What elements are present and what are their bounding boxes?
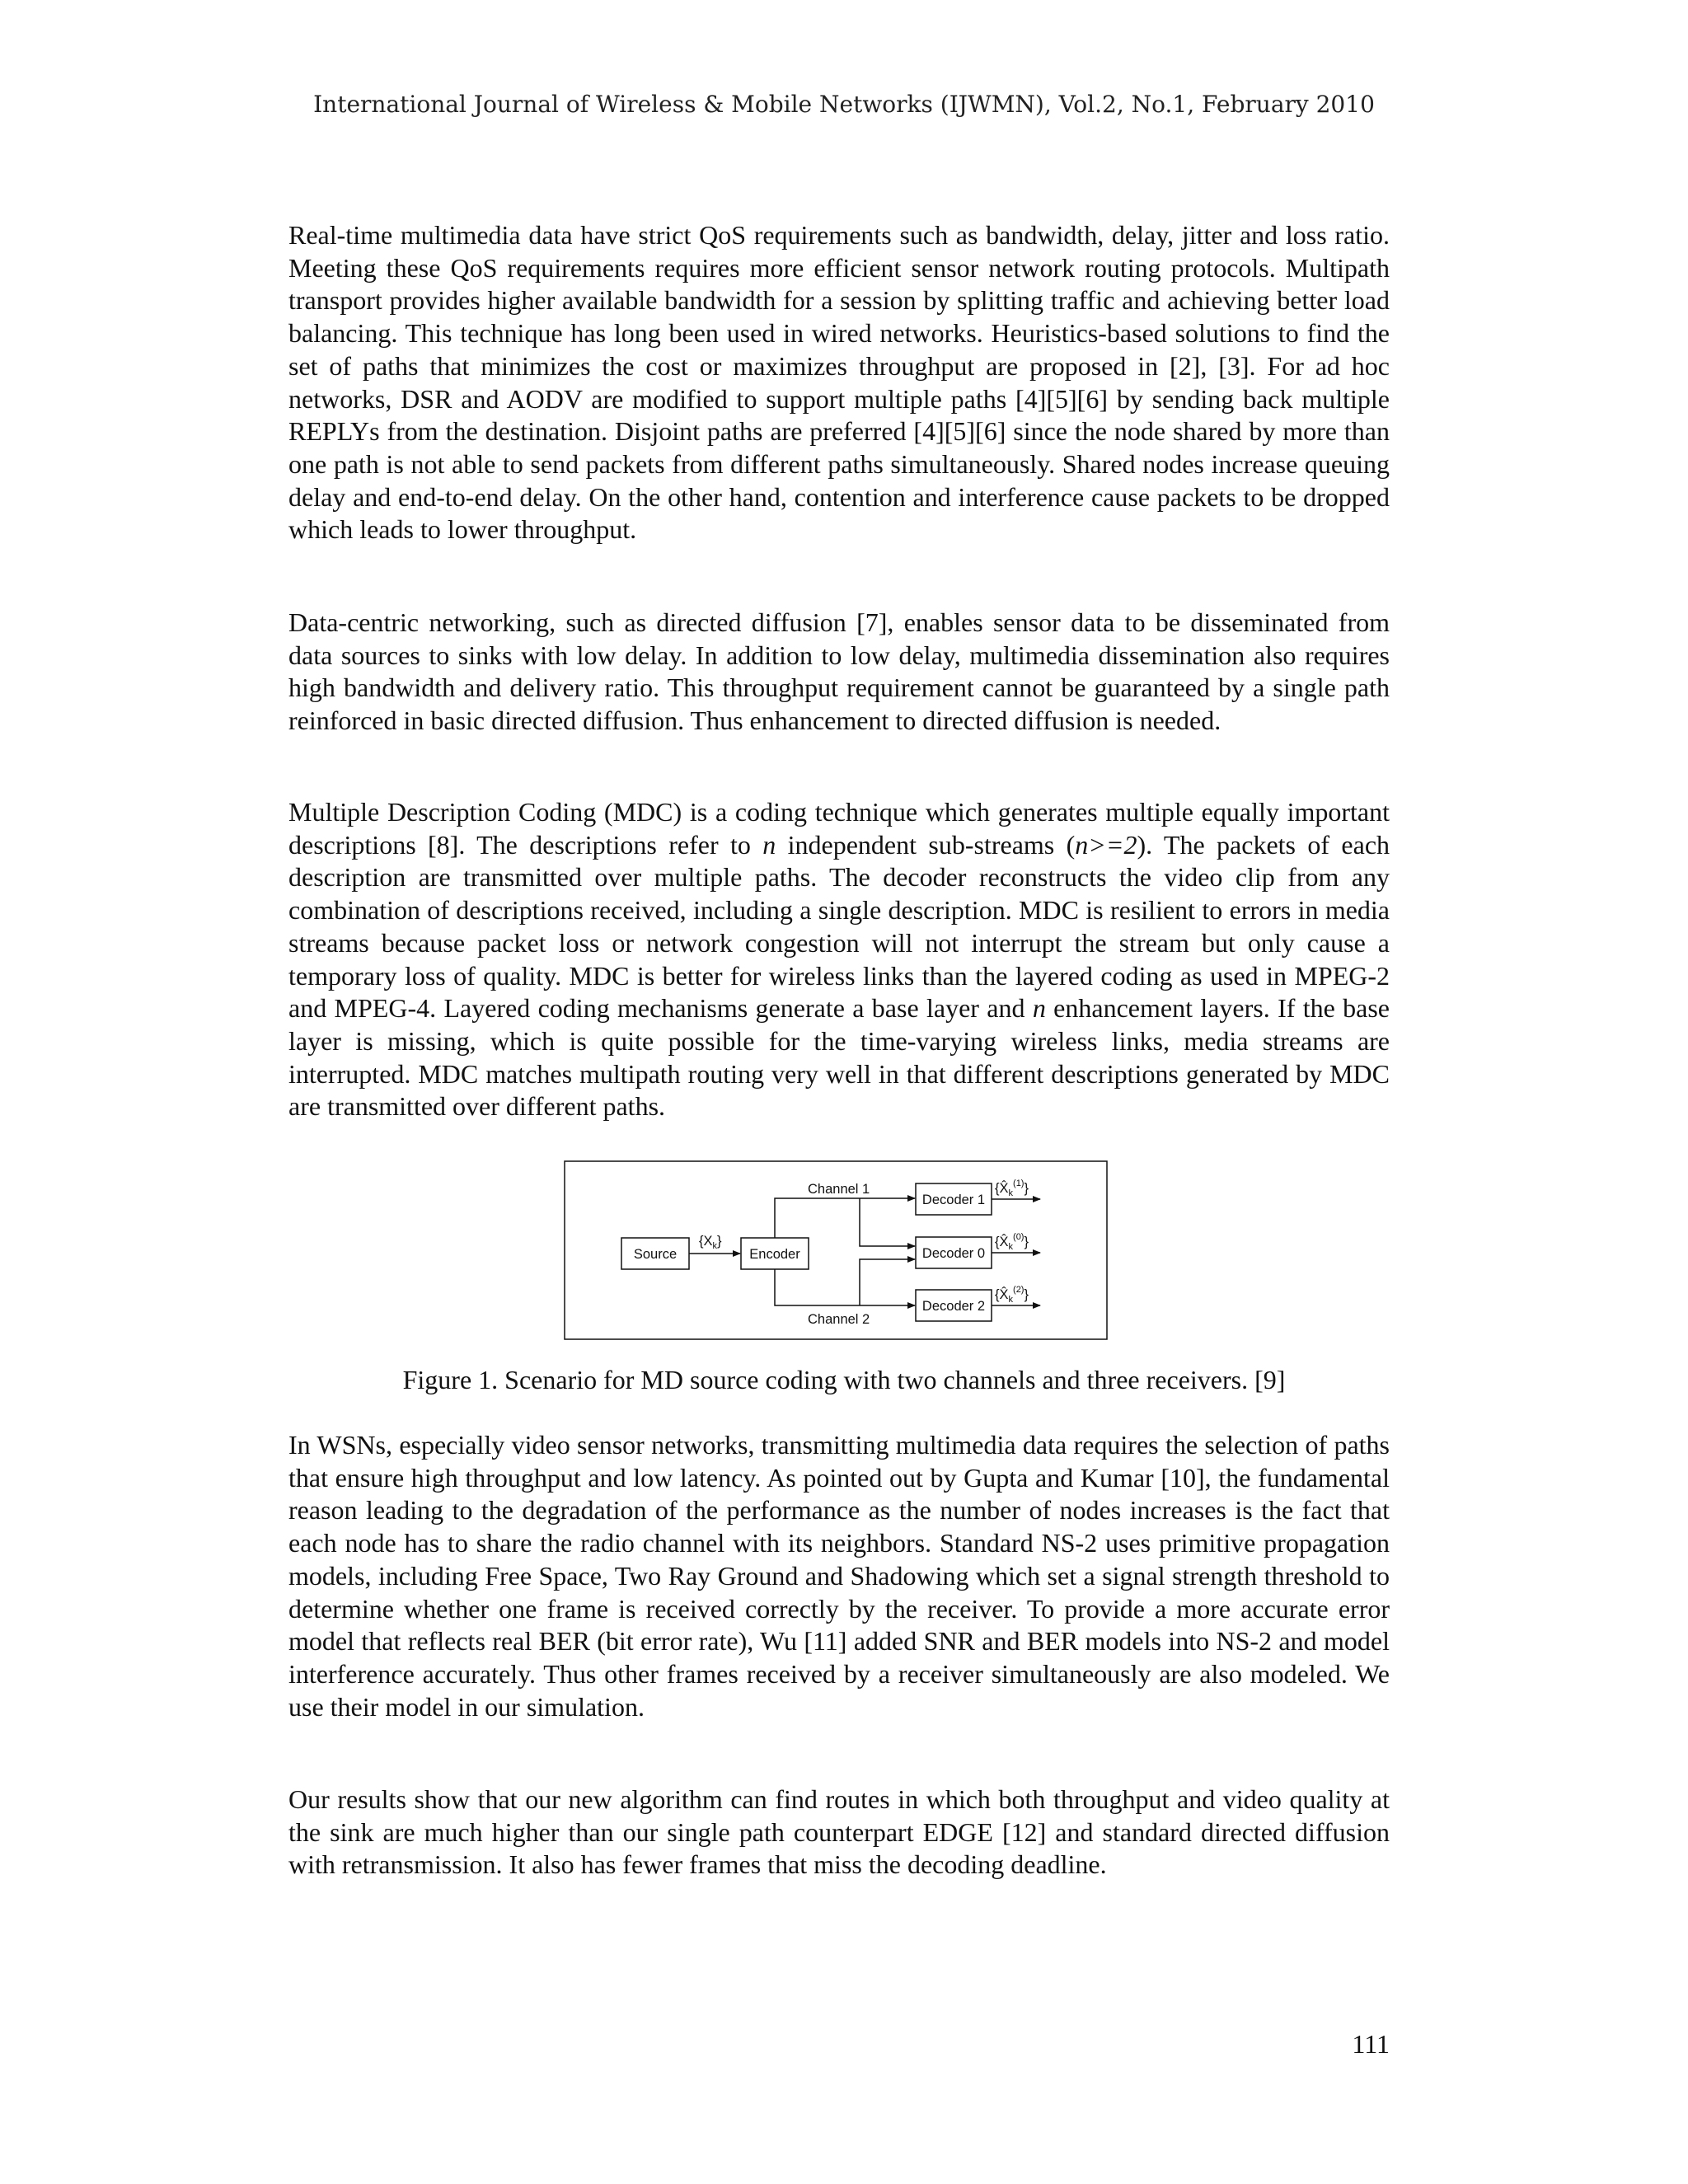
paragraph-results: [288, 1783, 1390, 1882]
paragraph-text: [288, 796, 1390, 1123]
paragraph-multipath-qos: [288, 219, 1390, 546]
text-run: Multiple Description Coding (MDC) is a coding technique which generates multiple equally important descriptions [8]. The descriptions refer to: [288, 797, 1390, 860]
decoder-0-label: Decoder 0: [921, 1246, 986, 1261]
output-2-label: $\{X̂_k^{(2)}\}$: [995, 1285, 1029, 1305]
input-sequence-label: $\{X_k\}$: [699, 1234, 722, 1251]
text-run: independent sub-streams (: [776, 829, 1076, 860]
source-label: Source: [633, 1247, 678, 1262]
decoder-2-label: Decoder 2: [921, 1299, 986, 1314]
encoder-label: Encoder: [749, 1247, 800, 1262]
output-0-label: $\{X̂_k^{(0)}\}$: [995, 1232, 1029, 1252]
diagram-svg: [564, 1160, 1108, 1340]
paragraph-text: In WSNs, especially video sensor networks, transmitting multimedia data requires the selection of paths that ensure high throughput and low latency. As pointed out by Gupta and Kumar [10], the fundamental reason leading to the degradation of the performance as the number of nodes increases is the fact that each node has to share the radio channel with its neighbors. Standard NS-2 uses primitive propagation models, including Free Space, Two Ray Ground and Shadowing which set a signal strength threshold to determine whether one frame is received correctly by the receiver. To provide a more accurate error model that reflects real BER (bit error rate), Wu [11] added SNR and BER models into NS-2 and model interference accurately. Thus other frames received by a receiver simultaneously are also modeled. We use their model in our simulation.: [288, 1430, 1390, 1722]
page-number: 111: [1352, 2029, 1390, 2059]
italic-variable: n: [1032, 993, 1046, 1024]
paragraph-mdc: [288, 796, 1390, 1123]
text-run: ). The packets of each description are transmitted over multiple paths. The decoder reconstructs the video clip from any combination of descriptions received, including a single description. MDC is resilient to errors in media streams because packet loss or network congestion will not interrupt the stream but only cause a temporary loss of quality. MDC is better for wireless links than the layered coding as used in MPEG-2 and MPEG-4. Layered coding mechanisms generate a base layer and: [288, 829, 1390, 1024]
channel-2-line: [775, 1269, 860, 1305]
running-header: International Journal of Wireless & Mobile Networks (IJWMN), Vol.2, No.1, February 2010: [313, 91, 1375, 118]
output-1-label: $\{X̂_k^{(1)}\}$: [995, 1179, 1029, 1198]
channel-1-line: [775, 1198, 860, 1238]
paragraph-text: Our results show that our new algorithm can find routes in which both throughput and video quality at the sink are much higher than our single path counterpart EDGE [12] and standard directed diffusion with retransmission. It also has fewer frames that miss the decoding deadline.: [288, 1784, 1390, 1880]
text-run: enhancement layers. If the base layer is missing, which is quite possible for the time-varying wireless links, media streams are interrupted. MDC matches multipath routing very well in that different descriptions generated by MDC are transmitted over different paths.: [288, 993, 1390, 1122]
channel-1-label: Channel 1: [808, 1182, 870, 1197]
channel-2-label: Channel 2: [808, 1312, 870, 1327]
channel-1-branch-line: [860, 1198, 880, 1246]
paragraph-text: Data-centric networking, such as directed diffusion [7], enables sensor data to be disseminated from data sources to sinks with low delay. In addition to low delay, multimedia dissemination also requires high bandwidth and delivery ratio. This throughput requirement cannot be guaranteed by a single path reinforced in basic directed diffusion. Thus enhancement to directed diffusion is needed.: [288, 607, 1390, 736]
decoder-1-label: Decoder 1: [921, 1193, 986, 1207]
paragraph-directed-diffusion: [288, 607, 1390, 738]
italic-condition: n>=2: [1075, 829, 1137, 860]
italic-variable: n: [762, 829, 776, 860]
channel-2-branch-line: [860, 1259, 880, 1305]
figure-caption: Figure 1. Scenario for MD source coding with two channels and three receivers. [9]: [402, 1365, 1286, 1394]
paragraph-text: Real-time multimedia data have strict QoS requirements such as bandwidth, delay, jitter and loss ratio. Meeting these QoS requirements requires more efficient sensor network routing protocols. Multipath transport provides higher available bandwidth for a session by splitting traffic and achieving better load balancing. This technique has long been used in wired networks. Heuristics-based solutions to find the set of paths that minimizes the cost or maximizes throughput are proposed in [2], [3]. For ad hoc networks, DSR and AODV are modified to support multiple paths [4][5][6] by sending back multiple REPLYs from the destination. Disjoint paths are preferred [4][5][6] since the node shared by more than one path is not able to send packets from different paths simultaneously. Shared nodes increase queuing delay and end-to-end delay. On the other hand, contention and interference cause packets to be dropped which leads to lower throughput.: [288, 220, 1390, 545]
paragraph-wsn-throughput: [288, 1429, 1390, 1723]
figure-md-coding-diagram: [564, 1160, 1108, 1340]
